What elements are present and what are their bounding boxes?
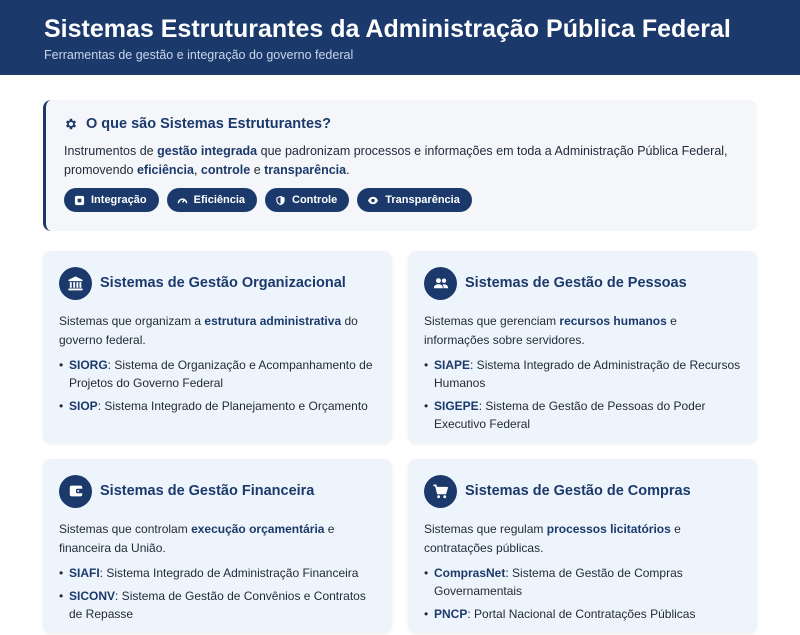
page-title: Sistemas Estruturantes da Administração Pública Federal [44,15,731,43]
card-desc-post: e financeira da União. [59,522,335,555]
card-desc-pre: Sistemas que regulam [424,522,547,536]
intro-text [64,142,739,180]
system-code: SIORG [69,358,108,372]
system-list [424,356,741,433]
card-icon-circle [59,475,92,508]
card-gestao-compras [408,459,757,633]
page-subtitle: Ferramentas de gestão e integração do governo federal [44,48,354,62]
pill-eficiencia [167,188,257,212]
card-description [59,520,376,558]
card-header [424,474,741,508]
pill-controle-label: Controle [292,194,338,206]
list-item [59,564,376,582]
list-item [59,356,376,392]
list-item [424,356,741,392]
card-desc-pre: Sistemas que controlam [59,522,192,536]
card-icon-circle [424,475,457,508]
card-title: Sistemas de Gestão de Pessoas [465,275,687,291]
card-gestao-pessoas [408,251,757,443]
card-desc-highlight: recursos humanos [559,314,667,328]
intro-text-2: que padronizam processos e informações em toda a Administração Pública Federal, promovendo [64,144,728,177]
intro-text-5: . [346,163,350,177]
bank-icon [67,275,84,292]
system-code: SIOP [69,399,98,413]
intro-text-1: Instrumentos de [64,144,158,158]
list-item [59,397,376,415]
system-list [59,356,376,415]
pill-eficiencia-label: Eficiência [193,194,245,206]
system-list [59,564,376,623]
card-title: Sistemas de Gestão de Compras [465,483,691,499]
system-description: : Portal Nacional de Contratações Públicas [467,607,696,621]
system-list [424,564,741,623]
wallet-icon [68,483,84,499]
card-desc-post: do governo federal. [59,314,358,347]
page-header [0,0,800,75]
card-icon-circle [59,267,92,300]
pill-integracao [64,188,159,212]
card-desc-pre: Sistemas que gerenciam [424,314,560,328]
pill-controle [265,188,349,212]
card-icon-circle [424,267,457,300]
card-title: Sistemas de Gestão Financeira [100,483,315,499]
card-gestao-organizacional [43,251,392,443]
pill-integracao-label: Integração [91,194,147,206]
pill-list [64,188,739,212]
system-code: SIGEPE [434,399,479,413]
list-item [424,397,741,433]
system-description: : Sistema de Gestão de Convênios e Contratos de Repasse [69,589,366,621]
eye-icon [367,195,379,206]
people-icon [432,275,450,292]
intro-highlight-eficiencia: eficiência [136,163,194,177]
system-description: : Sistema Integrado de Administração de Recursos Humanos [434,358,741,390]
list-item [424,605,741,623]
intro-text-4: e [250,163,265,177]
card-desc-highlight: execução orçamentária [191,522,325,536]
card-description [424,520,741,558]
card-header [59,266,376,300]
system-description: : Sistema Integrado de Administração Financeira [99,566,359,580]
pill-transparencia-label: Transparência [385,194,460,206]
pill-transparencia [357,188,472,212]
intro-highlight-controle: controle [200,163,251,177]
list-item [424,564,741,600]
integration-icon [74,195,85,206]
cart-icon [432,483,449,500]
intro-highlight-transparencia: transparência [264,163,347,177]
intro-title [64,116,739,132]
intro-box [43,100,757,231]
system-description: : Sistema de Gestão de Pessoas do Poder Executivo Federal [434,399,706,431]
intro-title-text: O que são Sistemas Estruturantes? [86,116,331,132]
intro-text-3: , [193,163,201,177]
shield-icon [275,195,286,206]
system-code: ComprasNet [434,566,506,580]
card-desc-post: e informações sobre servidores. [424,314,677,347]
card-header [59,474,376,508]
card-desc-pre: Sistemas que organizam a [59,314,205,328]
system-description: : Sistema de Gestão de Compras Governamentais [434,566,683,598]
list-item [59,587,376,623]
intro-highlight-gestao: gestão integrada [157,144,258,158]
card-gestao-financeira [43,459,392,633]
card-header [424,266,741,300]
system-description: : Sistema de Organização e Acompanhamento de Projetos do Governo Federal [69,358,373,390]
system-code: PNCP [434,607,468,621]
system-description: : Sistema Integrado de Planejamento e Orçamento [97,399,368,413]
card-desc-highlight: estrutura administrativa [204,314,342,328]
card-desc-post: e contratações públicas. [424,522,681,555]
card-desc-highlight: processos licitatórios [546,522,671,536]
card-title: Sistemas de Gestão Organizacional [100,275,346,291]
system-code: SIAFI [69,566,100,580]
system-code: SIAPE [434,358,471,372]
gear-icon [64,117,78,131]
speedometer-icon [177,195,188,206]
card-description [424,312,741,350]
system-code: SICONV [69,589,116,603]
card-description [59,312,376,350]
